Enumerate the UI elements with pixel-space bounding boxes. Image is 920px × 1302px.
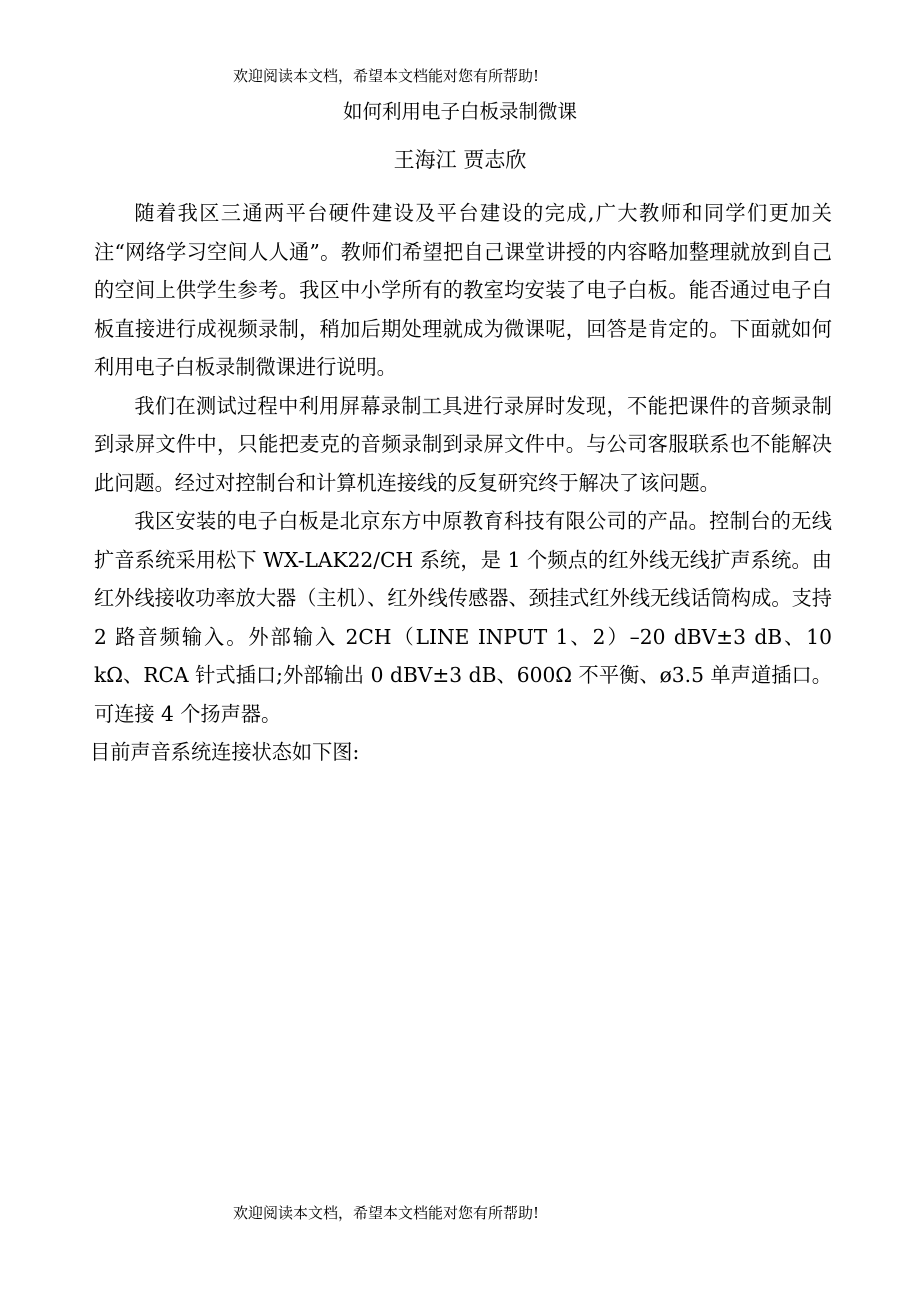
- document-authors: 王海江 贾志欣: [393, 148, 527, 172]
- paragraph-intro: 随着我区三通两平台硬件建设及平台建设的完成,广大教师和同学们更加关注“网络学习空间人人通”。教师们希望把自己课堂讲授的内容略加整理就放到自己的空间上供学生参考。我区中小学所有的教室均安装了电子白板。能否通过电子白板直接进行成视频录制，稍加后期处理就成为微课呢，回答是肯定的。下面就如何利用电子白板录制微课进行说明。: [94, 201, 832, 379]
- footer-note: 欢迎阅读本文档，希望本文档能对您有所帮助!: [233, 1204, 540, 1222]
- document-title: 如何利用电子白板录制微课: [342, 100, 577, 123]
- document-body: [90, 194, 832, 772]
- paragraph-problem: 我们在测试过程中利用屏幕录制工具进行录屏时发现，不能把课件的音频录制到录屏文件中，只能把麦克的音频录制到录屏文件中。与公司客服联系也不能解决此问题。经过对控制台和计算机连接线的反复研究终于解决了该问题。: [94, 393, 832, 495]
- header-note: 欢迎阅读本文档，希望本文档能对您有所帮助!: [233, 67, 540, 85]
- paragraph-hardware: 我区安装的电子白板是北京东方中原教育科技有限公司的产品。控制台的无线扩音系统采用松下 WX-LAK22/CH 系统，是 1 个频点的红外线无线扩声系统。由红外线接收功率放大器（主机）、红外线传感器、颈挂式红外线无线话筒构成。支持 2 路音频输入。外部输入 2CH（LINE INPUT 1、2）–20 dBV±3 dB、10 kΩ、RCA 针式插口;外部输出 0 dBV±3 dB、600Ω 不平衡、ø3.5 单声道插口。可连接 4 个扬声器。: [94, 509, 832, 726]
- figure-intro-line: 目前声音系统连接状态如下图:: [90, 740, 360, 764]
